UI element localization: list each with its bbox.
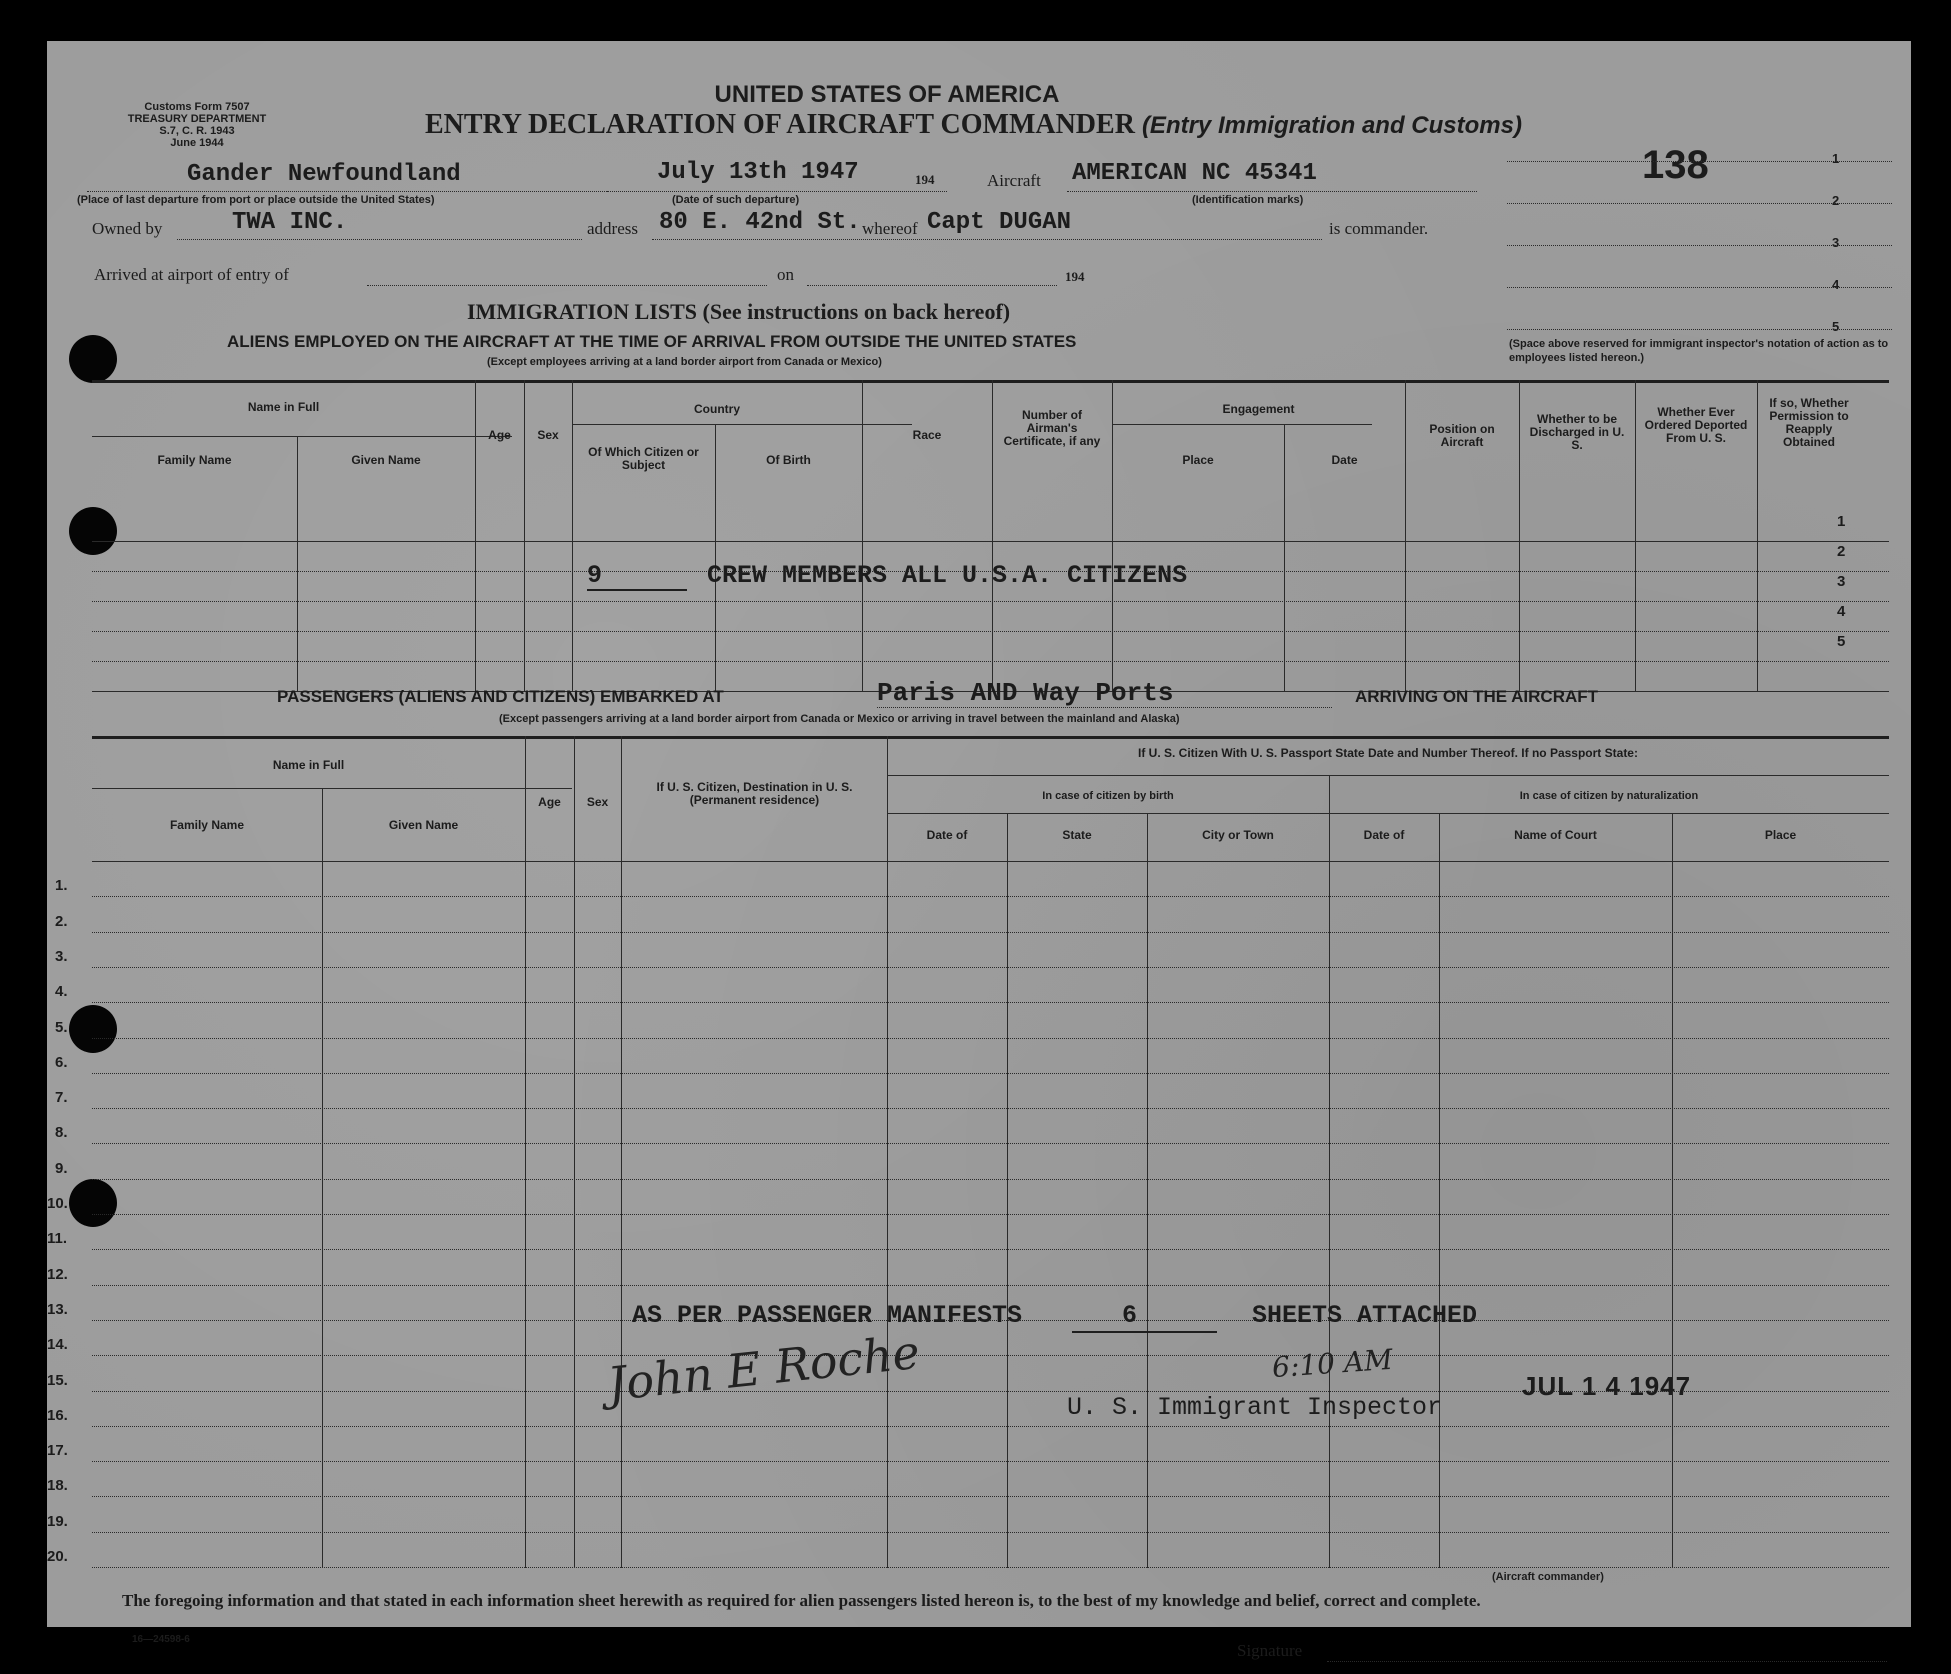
crew-header-sex: Sex [537, 428, 559, 442]
pax-header-given-name: Given Name [388, 818, 459, 832]
is-commander-label: is commander. [1329, 219, 1429, 238]
crew-header-airman-cert: Number of Airman's Certificate, if any [1003, 408, 1101, 448]
departure-date-caption: (Date of such departure) [672, 194, 800, 206]
pax-header-name: Name in Full [272, 758, 345, 772]
handwritten-time: 6:10 AM [1270, 1342, 1394, 1385]
year-suffix: 194 [915, 172, 935, 187]
passenger-row-number: 10. [47, 1195, 68, 1212]
pax-header-date-of2: Date of [1363, 828, 1405, 842]
punch-hole [69, 507, 117, 555]
passenger-row-line [92, 1002, 1889, 1003]
passenger-row-line [92, 1073, 1889, 1074]
passenger-row-number: 13. [47, 1301, 68, 1318]
crew-row-number: 1 [1837, 513, 1846, 530]
inspector-note: (Space above reserved for immigrant inspector's notation of action as to employees listed hereon.) [1509, 338, 1889, 364]
passenger-row-number: 15. [47, 1372, 68, 1389]
passenger-title-post: ARRIVING ON THE AIRCRAFT [1355, 687, 1599, 706]
crew-count-value: 9 [587, 561, 603, 590]
arrived-label: Arrived at airport of entry of [94, 265, 289, 284]
pax-header-place: Place [1764, 828, 1797, 842]
reserved-number: 3 [1832, 235, 1840, 250]
punch-hole [69, 1005, 117, 1053]
crew-header-name: Name in Full [247, 400, 320, 414]
reserved-number: 2 [1832, 193, 1840, 208]
passenger-row-number: 9. [55, 1160, 68, 1177]
passenger-row-number: 4. [55, 983, 68, 1000]
pax-header-age: Age [538, 795, 561, 809]
print-code: 16—24598-6 [132, 1634, 190, 1645]
pax-header-sex: Sex [586, 795, 609, 809]
form-date: June 1944 [170, 137, 224, 149]
pax-header-destination: If U. S. Citizen, Destination in U. S. (Permanent residence) [656, 780, 853, 807]
crew-header-country: Country [694, 402, 740, 416]
reserved-number: 1 [1832, 151, 1840, 166]
crew-header-position: Position on Aircraft [1429, 422, 1495, 449]
passenger-row-number: 12. [47, 1266, 68, 1283]
pax-header-city: City or Town [1202, 828, 1274, 842]
manifest-pre: AS PER PASSENGER MANIFESTS [632, 1301, 1023, 1330]
date-stamp: JUL 1 4 1947 [1522, 1371, 1692, 1401]
form-id-block [87, 101, 307, 149]
passenger-row-number: 16. [47, 1407, 68, 1424]
title-main: ENTRY DECLARATION OF AIRCRAFT COMMANDER [425, 109, 1135, 140]
passenger-row-number: 5. [55, 1019, 68, 1036]
passenger-row-number: 17. [47, 1442, 68, 1459]
crew-section-subtitle: ALIENS EMPLOYED ON THE AIRCRAFT AT THE TIME OF ARRIVAL FROM OUTSIDE THE UNITED STATES [227, 332, 1077, 351]
pax-header-state: State [1062, 828, 1092, 842]
passenger-row-number: 8. [55, 1124, 68, 1141]
crew-row-number: 5 [1837, 633, 1846, 650]
crew-header-race: Race [912, 428, 942, 442]
embarked-at-value: Paris AND Way Ports [877, 678, 1174, 708]
passenger-row-line [92, 1179, 1889, 1180]
signature-label: Signature [1237, 1641, 1303, 1660]
signature-caption: (Aircraft commander) [1492, 1571, 1604, 1583]
passenger-row-number: 14. [47, 1336, 68, 1353]
pax-header-passport: If U. S. Citizen With U. S. Passport State Date and Number Thereof. If no Passport State: [1138, 746, 1638, 760]
passenger-row-line [92, 1214, 1889, 1215]
aircraft-id-value: AMERICAN NC 45341 [1072, 160, 1317, 187]
passenger-title-pre: PASSENGERS (ALIENS AND CITIZENS) EMBARKED AT [277, 687, 724, 706]
declaration-text: The foregoing information and that stated in each information sheet herewith as required for alien passengers listed hereon is, to the best of my knowledge and belief, correct and complete. [122, 1591, 1481, 1610]
passenger-row-line [92, 1038, 1889, 1039]
year-label: 194 [1065, 269, 1085, 284]
title-sub: (Entry Immigration and Customs) [1141, 112, 1522, 139]
aircraft-caption: (Identification marks) [1192, 194, 1304, 206]
passenger-row-number: 11. [47, 1230, 68, 1247]
punch-hole [69, 335, 117, 383]
passenger-row-line [92, 1355, 1889, 1356]
manifest-post: SHEETS ATTACHED [1252, 1301, 1478, 1330]
departure-place-caption: (Place of last departure from port or place outside the United States) [77, 194, 435, 206]
crew-header-engagement: Engagement [1222, 402, 1295, 416]
crew-header-place: Place [1182, 453, 1214, 467]
crew-note-value: CREW MEMBERS ALL U.S.A. CITIZENS [707, 561, 1188, 590]
crew-section-title: IMMIGRATION LISTS (See instructions on back hereof) [467, 299, 1011, 324]
punch-hole [69, 1179, 117, 1227]
owner-value: TWA INC. [232, 209, 348, 236]
passenger-row-line [92, 1567, 1889, 1568]
inspector-title: U. S. Immigrant Inspector [1067, 1393, 1443, 1422]
sheet-number: 138 [1642, 143, 1709, 187]
passenger-row-line [92, 896, 1889, 897]
aircraft-label: Aircraft [987, 171, 1041, 190]
address-value: 80 E. 42nd St. [659, 209, 861, 236]
crew-header-given-name: Given Name [351, 453, 421, 467]
pax-header-date-of: Date of [926, 828, 968, 842]
pax-header-by-birth: In case of citizen by birth [1042, 790, 1174, 802]
owned-by-label: Owned by [92, 219, 163, 238]
passenger-row-number: 6. [55, 1054, 68, 1071]
inspector-signature: John E Roche [605, 1324, 923, 1412]
passenger-section-note: (Except passengers arriving at a land border airport from Canada or Mexico or arriving in travel between the mainland and Alaska) [499, 713, 1180, 725]
crew-header-of-birth: Of Birth [766, 453, 811, 467]
passenger-row-line [92, 1249, 1889, 1250]
crew-header-family-name: Family Name [157, 453, 232, 467]
passenger-row-number: 19. [47, 1513, 68, 1530]
page-title [425, 109, 1575, 141]
crew-header-age: Age [488, 428, 511, 442]
passenger-row-number: 3. [55, 948, 68, 965]
department: TREASURY DEPARTMENT [127, 113, 267, 125]
passenger-row-line [92, 1285, 1889, 1286]
crew-header-permission: If so, Whether Permission to Reapply Obtained [1769, 396, 1849, 449]
crew-section-note: (Except employees arriving at a land border airport from Canada or Mexico) [487, 356, 882, 368]
commander-value: Capt DUGAN [927, 209, 1072, 236]
passenger-row-line [92, 967, 1889, 968]
manifest-count: 6 [1122, 1301, 1138, 1330]
passenger-row-line [92, 1108, 1889, 1109]
passenger-row-number: 2. [55, 913, 68, 930]
whereof-label: whereof [862, 219, 918, 238]
passenger-row-number: 7. [55, 1089, 68, 1106]
passenger-row-line [92, 1461, 1889, 1462]
passenger-row-line [92, 1496, 1889, 1497]
passenger-row-number: 20. [47, 1548, 68, 1565]
passenger-row-line [92, 1532, 1889, 1533]
on-label: on [777, 265, 794, 284]
passenger-row-line [92, 1143, 1889, 1144]
departure-date-value: July 13th 1947 [657, 159, 859, 186]
passenger-row-number: 1. [55, 877, 68, 894]
passenger-row-line [92, 1426, 1889, 1427]
pax-header-family-name: Family Name [169, 818, 245, 832]
pax-header-court: Name of Court [1514, 828, 1597, 842]
form-sheet [47, 41, 1911, 1660]
address-label: address [587, 219, 638, 238]
crew-row-number: 4 [1837, 603, 1846, 620]
passenger-row-line [92, 932, 1889, 933]
crew-row-number: 2 [1837, 543, 1846, 560]
reserved-number: 4 [1832, 277, 1840, 292]
reserved-number: 5 [1832, 319, 1840, 334]
passenger-row-number: 18. [47, 1477, 68, 1494]
form-id: Customs Form 7507 [144, 101, 250, 113]
departure-place-value: Gander Newfoundland [187, 161, 461, 188]
crew-header-discharged: Whether to be Discharged in U. S. [1529, 412, 1625, 452]
crew-row-number: 3 [1837, 573, 1846, 590]
crew-header-citizen-of: Of Which Citizen or Subject [588, 445, 699, 472]
pax-header-by-naturalization: In case of citizen by naturalization [1519, 790, 1699, 802]
crew-header-date: Date [1331, 453, 1358, 467]
regulation: S.7, C. R. 1943 [159, 125, 235, 137]
country-title: UNITED STATES OF AMERICA [714, 81, 1060, 108]
crew-header-deported: Whether Ever Ordered Deported From U. S. [1644, 405, 1748, 445]
